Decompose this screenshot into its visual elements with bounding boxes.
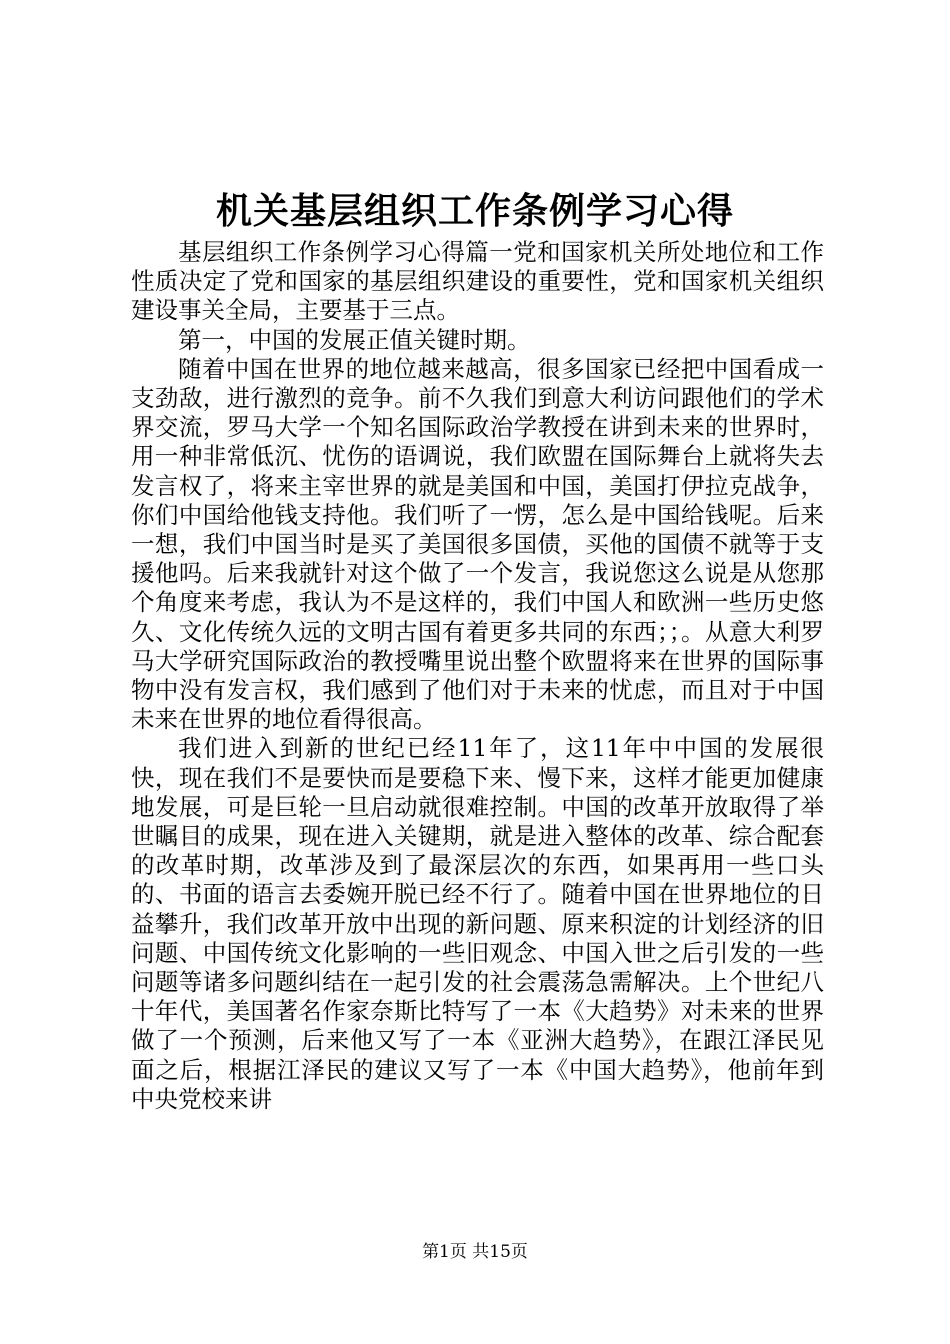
document-body	[131, 238, 824, 1114]
paragraph-international-status: 随着中国在世界的地位越来越高，很多国家已经把中国看成一支劲敌，进行激烈的竞争。前不久我们到意大利访问跟他们的学术界交流，罗马大学一个知名国际政治学教授在讲到未来的世界时，用一种非常低沉、忧伤的语调说，我们欧盟在国际舞台上就将失去发言权了，将来主宰世界的就是美国和中国，美国打伊拉克战争，你们中国给他钱支持他。我们听了一愣，怎么是中国给钱呢。后来一想，我们中国当时是买了美国很多国债，买他的国债不就等于支援他吗。后来我就针对这个做了一个发言，我说您这么说是从您那个角度来考虑，我认为不是这样的，我们中国人和欧洲一些历史悠久、文化传统久远的文明古国有着更多共同的东西；；。从意大利罗马大学研究国际政治的教授嘴里说出整个欧盟将来在世界的国际事物中没有发言权，我们感到了他们对于未来的忧虑，而且对于中国未来在世界的地位看得很高。	[131, 354, 824, 734]
page-footer: 第1页 共15页	[422, 1242, 528, 1262]
paragraph-point-one: 第一，中国的发展正值关键时期。	[178, 325, 531, 354]
paragraph-new-century: 我们进入到新的世纪已经11年了，这11年中中国的发展很快，现在我们不是要快而是要稳下来、慢下来，这样才能更加健康地发展，可是巨轮一旦启动就很难控制。中国的改革开放取得了举世瞩目的成果，现在进入关键期，就是进入整体的改革、综合配套的改革时期，改革涉及到了最深层次的东西，如果再用一些口头的、书面的语言去委婉开脱已经不行了。随着中国在世界地位的日益攀升，我们改革开放中出现的新问题、原来积淀的计划经济的旧问题、中国传统文化影响的一些旧观念、中国入世之后引发的一些问题等诸多问题纠结在一起引发的社会震荡急需解决。上个世纪八十年代，美国著名作家奈斯比特写了一本《大趋势》对未来的世界做了一个预测，后来他又写了一本《亚洲大趋势》，在跟江泽民见面之后，根据江泽民的建议又写了一本《中国大趋势》，他前年到中央党校来讲	[131, 734, 824, 1113]
document-title: 机关基层组织工作条例学习心得	[215, 190, 734, 232]
paragraph-intro: 基层组织工作条例学习心得篇一党和国家机关所处地位和工作性质决定了党和国家的基层组织建设的重要性，党和国家机关组织建设事关全局，主要基于三点。	[131, 238, 824, 325]
